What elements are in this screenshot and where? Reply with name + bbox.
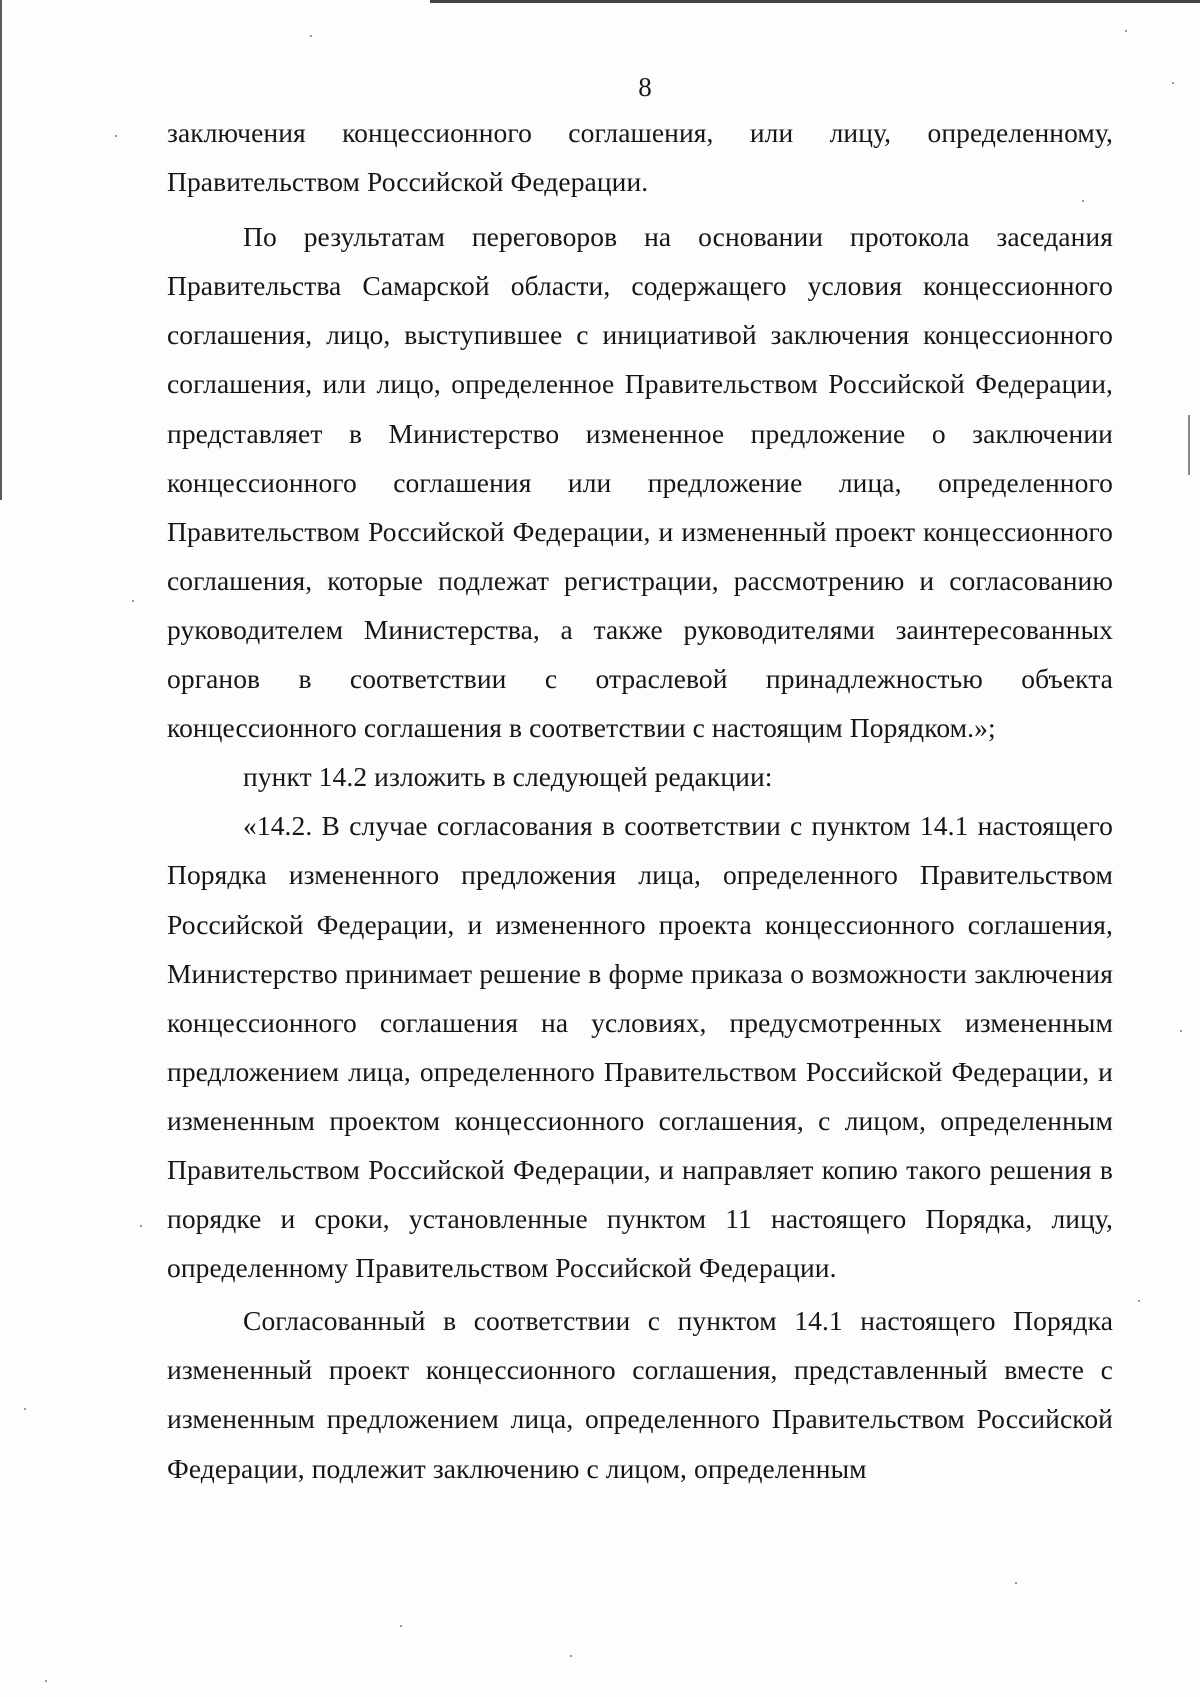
scan-speck bbox=[45, 1680, 47, 1682]
scan-edge-top bbox=[430, 0, 1200, 3]
document-body bbox=[167, 108, 1113, 1493]
scan-speck bbox=[1172, 82, 1174, 84]
scan-speck bbox=[1180, 1030, 1182, 1032]
scan-speck bbox=[132, 600, 134, 602]
paragraph: «14.2. В случае согласования в соответствии с пунктом 14.1 настоящего Порядка измененного предложения лица, определенного Правительством Российской Федерации, и измененного проекта концессионного соглашения, Министерство принимает решение в форме приказа о возможности заключения концессионного соглашения на условиях, предусмотренных измененным предложением лица, определенного Правительством Российской Федерации, и измененным проектом концессионного соглашения, с лицом, определенным Правительством Российской Федерации, и направляет копию такого решения в порядке и сроки, установленные пунктом 11 настоящего Порядка, лицу, определенному Правительством Российской Федерации. bbox=[167, 810, 1113, 1284]
paragraph: Согласованный в соответствии с пунктом 14.1 настоящего Порядка измененный проект концессионного соглашения, представленный вместе с измененным предложением лица, определенного Правительством Российской Федерации, подлежит заключению с лицом, определенным bbox=[167, 1305, 1113, 1484]
scan-speck bbox=[1015, 1582, 1017, 1584]
paragraph: пункт 14.2 изложить в следующей редакции: bbox=[243, 761, 773, 793]
scan-speck bbox=[310, 35, 312, 37]
scan-speck bbox=[1138, 1300, 1140, 1302]
paragraph: заключения концессионного соглашения, или лицу, определенному, Правительством Российской Федерации. bbox=[167, 117, 1113, 198]
scan-speck bbox=[1125, 30, 1127, 32]
scan-edge-right bbox=[1188, 415, 1190, 475]
scan-speck bbox=[24, 1408, 26, 1410]
page-number: 8 bbox=[638, 72, 652, 102]
scan-speck bbox=[400, 1625, 402, 1627]
paragraph: По результатам переговоров на основании протокола заседания Правительства Самарской области, содержащего условия концессионного соглашения, лицо, выступившее с инициативой заключения концессионного соглашения, или лицо, определенное Правительством Российской Федерации, представляет в Министерство измененное предложение о заключении концессионного соглашения или предложение лица, определенного Правительством Российской Федерации, и измененный проект концессионного соглашения, которые подлежат регистрации, рассмотрению и согласованию руководителем Министерства, а также руководителями заинтересованных органов в соответствии с отраслевой принадлежностью объекта концессионного соглашения в соответствии с настоящим Порядком.»; bbox=[167, 221, 1113, 744]
scan-speck bbox=[1082, 200, 1084, 202]
scan-speck bbox=[140, 1225, 142, 1227]
scan-speck bbox=[570, 1655, 572, 1657]
scan-speck bbox=[115, 135, 117, 137]
